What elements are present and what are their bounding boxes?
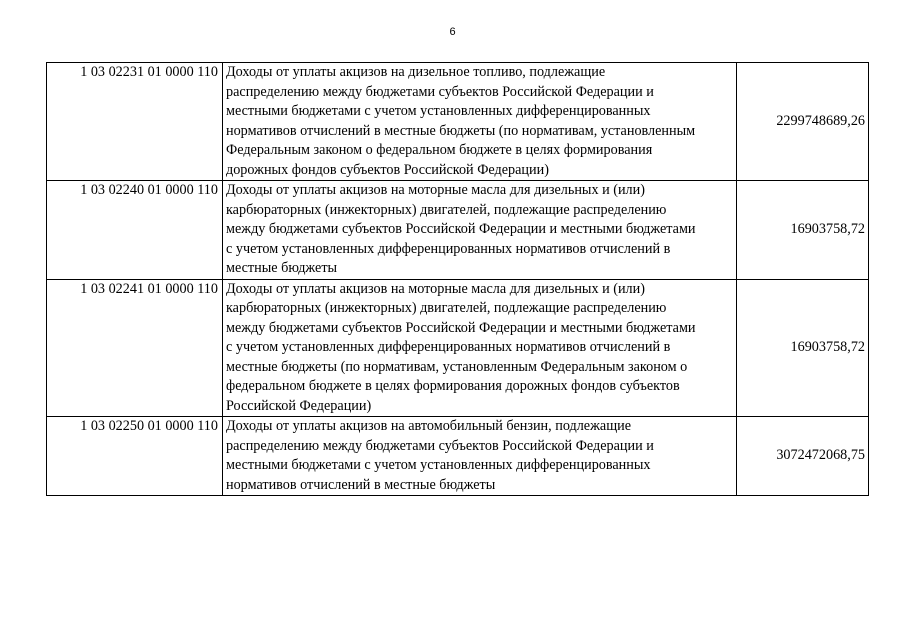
description-line: нормативов отчислений в местные бюджеты (по нормативам, установленным: [226, 122, 696, 139]
amount: 16903758,72: [737, 181, 869, 280]
description-line: карбюраторных (инжекторных) двигателей, подлежащие распределению: [226, 300, 667, 316]
description-line: Доходы от уплаты акцизов на моторные масла для дизельных и (или): [226, 280, 645, 297]
description-line: местные бюджеты: [226, 260, 338, 276]
budget-code: 1 03 02240 01 0000 110: [47, 181, 223, 280]
description-line: Доходы от уплаты акцизов на автомобильный бензин, подлежащие: [226, 418, 632, 434]
description-line: распределению между бюджетами субъектов Российской Федерации и: [226, 83, 654, 100]
amount: 3072472068,75: [737, 417, 869, 496]
table-row: [47, 279, 869, 417]
description-line: Федеральным законом о федеральном бюджете в целях формирования: [226, 142, 653, 158]
description-line: Доходы от уплаты акцизов на дизельное топливо, подлежащие: [226, 64, 606, 80]
page-number: 6: [449, 26, 456, 38]
description-line: распределению между бюджетами субъектов Российской Федерации и: [226, 437, 654, 454]
revenue-description: [223, 63, 737, 181]
description-line: местными бюджетами с учетом установленных дифференцированных: [226, 103, 651, 119]
description-line: федеральном бюджете в целях формирования дорожных фондов субъектов: [226, 378, 680, 394]
description-line: между бюджетами субъектов Российской Федерации и местными бюджетами: [226, 319, 696, 336]
revenue-description: [223, 417, 737, 496]
revenue-table: [46, 62, 869, 496]
amount: 16903758,72: [737, 279, 869, 417]
description-line: карбюраторных (инжекторных) двигателей, подлежащие распределению: [226, 201, 667, 218]
amount: 2299748689,26: [737, 63, 869, 181]
description-line: местные бюджеты (по нормативам, установленным Федеральным законом о: [226, 358, 688, 375]
table-row: [47, 417, 869, 496]
budget-code: 1 03 02231 01 0000 110: [47, 63, 223, 181]
description-line: дорожных фондов субъектов Российской Федерации): [226, 161, 549, 178]
description-line: Российской Федерации): [226, 397, 372, 414]
table-row: [47, 181, 869, 280]
budget-code: 1 03 02241 01 0000 110: [47, 279, 223, 417]
description-line: Доходы от уплаты акцизов на моторные масла для дизельных и (или): [226, 182, 645, 198]
description-line: нормативов отчислений в местные бюджеты: [226, 476, 496, 493]
description-line: с учетом установленных дифференцированных нормативов отчислений в: [226, 339, 671, 355]
table-row: [47, 63, 869, 181]
description-line: местными бюджетами с учетом установленных дифференцированных: [226, 457, 651, 473]
description-line: между бюджетами субъектов Российской Федерации и местными бюджетами: [226, 221, 696, 237]
description-line: с учетом установленных дифференцированных нормативов отчислений в: [226, 240, 671, 257]
revenue-description: [223, 279, 737, 417]
budget-code: 1 03 02250 01 0000 110: [47, 417, 223, 496]
revenue-description: [223, 181, 737, 280]
